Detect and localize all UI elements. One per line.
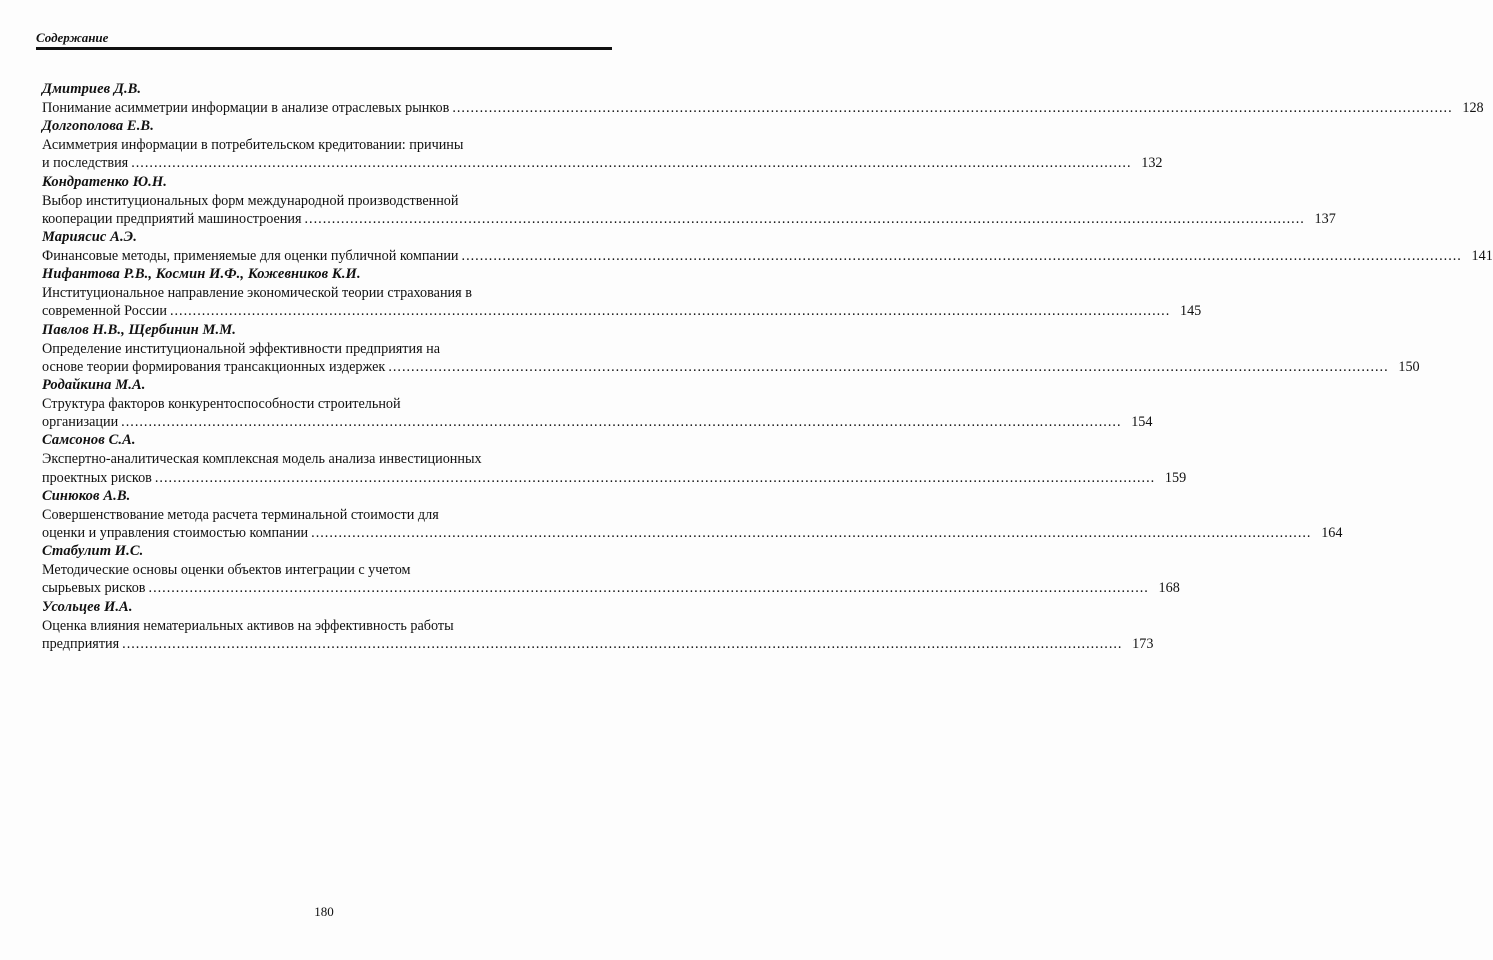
- toc-entry-title-line: Методические основы оценки объектов интеграции с учетом: [42, 562, 411, 579]
- toc-entry-author: Кондратенко Ю.Н.: [42, 173, 167, 190]
- toc-entry-title: [42, 395, 1153, 431]
- toc-entry-title-text: основе теории формирования трансакционных издержек: [42, 358, 386, 375]
- toc-entry-page: 137: [1314, 210, 1336, 227]
- toc-entry-title-text: кооперации предприятий машиностроения: [42, 210, 302, 227]
- toc-entry-title: [42, 450, 1187, 486]
- toc-entry-title-line: Оценка влияния нематериальных активов на эффективность работы: [42, 617, 454, 634]
- toc-entry-title-text: и последствия: [42, 155, 129, 172]
- toc-entry-title-text: современной России: [42, 303, 167, 320]
- toc-entry-title-line: Совершенствование метода расчета терминальной стоимости для: [42, 506, 439, 523]
- header-rule: [36, 47, 612, 50]
- toc-entry-page: 128: [1462, 100, 1484, 116]
- toc-entry-author: Нифантова Р.В., Космин И.Ф., Кожевников К.И.: [42, 266, 361, 283]
- toc-entry-page: 164: [1321, 525, 1343, 542]
- toc-entry-author: Стабулит И.С.: [42, 543, 144, 560]
- toc-entry-title-line: [42, 247, 1493, 265]
- toc-entry-title: [42, 99, 1484, 117]
- toc-entry: [42, 228, 1493, 265]
- toc-entry-page: 173: [1132, 635, 1154, 652]
- dot-leader: ............................................................................................................................................................................................................................: [148, 580, 1149, 597]
- toc-entry: [42, 80, 1484, 117]
- toc-entry-page: 168: [1158, 580, 1180, 597]
- toc-entry: [42, 117, 1163, 172]
- toc-entry-title-text: организации: [42, 414, 119, 431]
- toc-entry: [42, 598, 1154, 653]
- toc-entry-title: [42, 284, 1202, 320]
- toc-entry: [42, 173, 1336, 228]
- toc-entry: [42, 265, 1202, 320]
- toc-entry-author: Долгополова Е.В.: [42, 118, 154, 135]
- toc-entry-title-text: Финансовые методы, применяемые для оценки публичной компании: [42, 248, 459, 265]
- dot-leader: ............................................................................................................................................................................................................................: [169, 303, 1171, 320]
- toc-entry-title-line: [42, 413, 1153, 431]
- dot-leader: ............................................................................................................................................................................................................................: [304, 210, 1305, 227]
- toc-entry: [42, 542, 1180, 597]
- dot-leader: ............................................................................................................................................................................................................................: [388, 358, 1389, 375]
- toc-entry-title-line: [42, 579, 1180, 597]
- table-of-contents: [42, 80, 1493, 653]
- toc-entry-title: [42, 192, 1336, 228]
- toc-entry-page: 145: [1179, 303, 1202, 320]
- toc-entry-title: [42, 561, 1180, 597]
- toc-entry-title-text: проектных рисков: [42, 469, 152, 486]
- toc-entry-title: [42, 506, 1343, 542]
- dot-leader: ............................................................................................................................................................................................................................: [122, 635, 1123, 652]
- dot-leader: ............................................................................................................................................................................................................................: [461, 248, 1462, 265]
- toc-entry-title-text: оценки и управления стоимостью компании: [42, 525, 309, 542]
- toc-entry-title: [42, 136, 1163, 172]
- dot-leader: ............................................................................................................................................................................................................................: [452, 100, 1453, 116]
- toc-entry-title-line: Определение институциональной эффективности предприятия на: [42, 340, 441, 357]
- toc-entry-page: 141: [1471, 248, 1493, 265]
- toc-entry-title-line: [42, 358, 1420, 376]
- dot-leader: ............................................................................................................................................................................................................................: [154, 469, 1156, 486]
- toc-entry-title-text: сырьевых рисков: [42, 580, 146, 597]
- toc-entry-page: 150: [1398, 358, 1420, 375]
- dot-leader: ............................................................................................................................................................................................................................: [311, 525, 1312, 542]
- toc-entry-title-line: [42, 524, 1343, 542]
- page-number: 180: [314, 904, 334, 919]
- toc-entry-author: Мариясис А.Э.: [42, 229, 137, 246]
- toc-entry-title: [42, 247, 1493, 265]
- toc-entry-author: Родайкина М.А.: [42, 377, 146, 394]
- running-header: Содержание: [36, 30, 109, 45]
- toc-entry-page: 159: [1164, 469, 1187, 486]
- toc-entry-author: Павлов Н.В., Щербинин М.М.: [42, 321, 236, 338]
- toc-entry-title-line: Экспертно-аналитическая комплексная модель анализа инвестиционных: [42, 451, 482, 468]
- toc-entry-title-line: Выбор институциональных форм международной производственной: [42, 192, 459, 209]
- toc-entry: [42, 431, 1187, 486]
- toc-entry-title-line: [42, 154, 1163, 172]
- toc-entry-title-line: [42, 635, 1154, 653]
- toc-entry-title: [42, 617, 1154, 653]
- toc-entry-author: Самсонов С.А.: [42, 432, 136, 449]
- toc-entry-title-line: Асимметрия информации в потребительском кредитовании: причины: [42, 137, 464, 154]
- toc-entry: [42, 321, 1420, 376]
- toc-entry: [42, 487, 1343, 542]
- toc-entry-page: 132: [1141, 155, 1163, 172]
- dot-leader: ............................................................................................................................................................................................................................: [121, 414, 1122, 431]
- toc-entry-title-line: [42, 99, 1484, 117]
- toc-entry-author: Усольцев И.А.: [42, 598, 133, 615]
- toc-entry-title-text: Понимание асимметрии информации в анализе отраслевых рынков: [42, 100, 450, 116]
- toc-entry-title-line: Институциональное направление экономической теории страхования в: [42, 285, 472, 302]
- toc-entry-title-line: [42, 210, 1336, 228]
- toc-entry-title-line: Структура факторов конкурентоспособности строительной: [42, 396, 401, 413]
- toc-entry: [42, 376, 1153, 431]
- toc-entry-author: Синюков А.В.: [42, 487, 131, 504]
- toc-entry-title: [42, 340, 1420, 376]
- dot-leader: ............................................................................................................................................................................................................................: [131, 155, 1132, 172]
- toc-entry-page: 154: [1131, 414, 1153, 431]
- toc-entry-title-line: [42, 469, 1187, 487]
- toc-entry-title-text: предприятия: [42, 635, 120, 652]
- toc-entry-author: Дмитриев Д.В.: [42, 81, 142, 97]
- toc-entry-title-line: [42, 302, 1202, 320]
